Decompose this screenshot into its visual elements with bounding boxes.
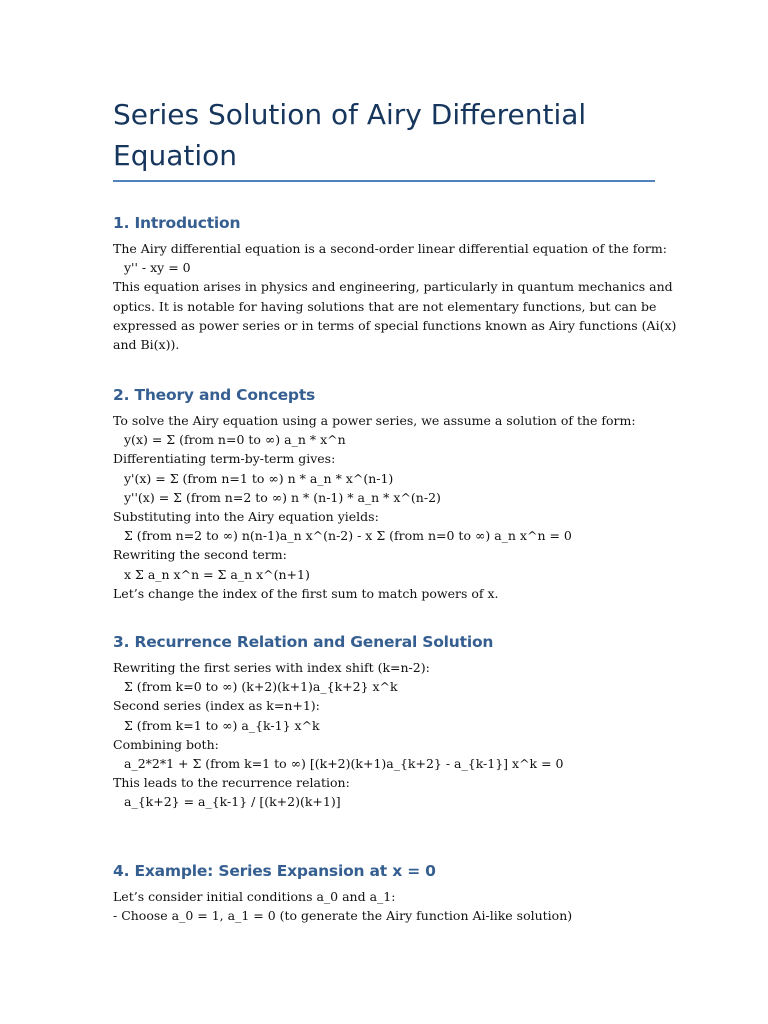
section-example-series-expansion bbox=[113, 860, 673, 925]
section-body bbox=[113, 411, 673, 603]
text-line: Rewriting the second term: bbox=[113, 547, 287, 563]
section-theory-and-concepts bbox=[113, 384, 673, 603]
text-line: To solve the Airy equation using a power series, we assume a solution of the form: bbox=[113, 413, 636, 428]
formula-line: y'(x) = Σ (from n=1 to ∞) n * a_n * x^(n-1) bbox=[124, 470, 394, 486]
formula-line: Σ (from k=0 to ∞) (k+2)(k+1)a_{k+2} x^k bbox=[124, 679, 398, 695]
text-line: - Choose a_0 = 1, a_1 = 0 (to generate the Airy function Ai-like solution) bbox=[113, 908, 573, 924]
title-underline bbox=[113, 180, 655, 182]
section-heading: 3. Recurrence Relation and General Solution bbox=[113, 633, 494, 651]
text-line: optics. It is notable for having solutions that are not elementary functions, but can be bbox=[113, 298, 657, 314]
text-line: Differentiating term-by-term gives: bbox=[113, 451, 336, 467]
text-line: Combining both: bbox=[113, 736, 219, 752]
text-line: Substituting into the Airy equation yields: bbox=[113, 508, 379, 524]
text-line: Rewriting the first series with index shift (k=n-2): bbox=[113, 660, 430, 675]
formula-line: y''(x) = Σ (from n=2 to ∞) n * (n-1) * a_n * x^(n-2) bbox=[124, 489, 441, 505]
section-heading: 4. Example: Series Expansion at x = 0 bbox=[113, 862, 436, 880]
section-body bbox=[113, 239, 677, 354]
text-line: Let’s consider initial conditions a_0 and a_1: bbox=[113, 889, 396, 904]
text-line: Let’s change the index of the first sum to match powers of x. bbox=[113, 585, 499, 601]
section-heading: 1. Introduction bbox=[113, 214, 241, 232]
section-recurrence-relation bbox=[113, 631, 673, 812]
formula-line: Σ (from n=2 to ∞) n(n-1)a_n x^(n-2) - x Σ (from n=0 to ∞) a_n x^n = 0 bbox=[124, 528, 572, 544]
formula-line: x Σ a_n x^n = Σ a_n x^(n+1) bbox=[124, 566, 310, 582]
formula-line: y'' - xy = 0 bbox=[124, 260, 191, 276]
text-line: The Airy differential equation is a second-order linear differential equation of the form: bbox=[113, 241, 667, 256]
section-introduction bbox=[113, 212, 677, 354]
text-line: This leads to the recurrence relation: bbox=[113, 775, 350, 791]
formula-line: a_2*2*1 + Σ (from k=1 to ∞) [(k+2)(k+1)a_{k+2} - a_{k-1}] x^k = 0 bbox=[124, 755, 564, 771]
text-line: Second series (index as k=n+1): bbox=[113, 698, 320, 714]
text-line: This equation arises in physics and engineering, particularly in quantum mechanics and bbox=[113, 279, 673, 295]
section-body bbox=[113, 658, 673, 812]
formula-line: Σ (from k=1 to ∞) a_{k-1} x^k bbox=[124, 717, 320, 733]
document-title: Series Solution of Airy Differential Equation bbox=[113, 98, 587, 172]
text-line: expressed as power series or in terms of special functions known as Airy functions (Ai(x) bbox=[113, 317, 677, 333]
section-body bbox=[113, 887, 673, 925]
text-line: and Bi(x)). bbox=[113, 336, 180, 352]
formula-line: y(x) = Σ (from n=0 to ∞) a_n * x^n bbox=[124, 432, 346, 448]
section-heading: 2. Theory and Concepts bbox=[113, 386, 316, 404]
formula-line: a_{k+2} = a_{k-1} / [(k+2)(k+1)] bbox=[124, 794, 341, 810]
